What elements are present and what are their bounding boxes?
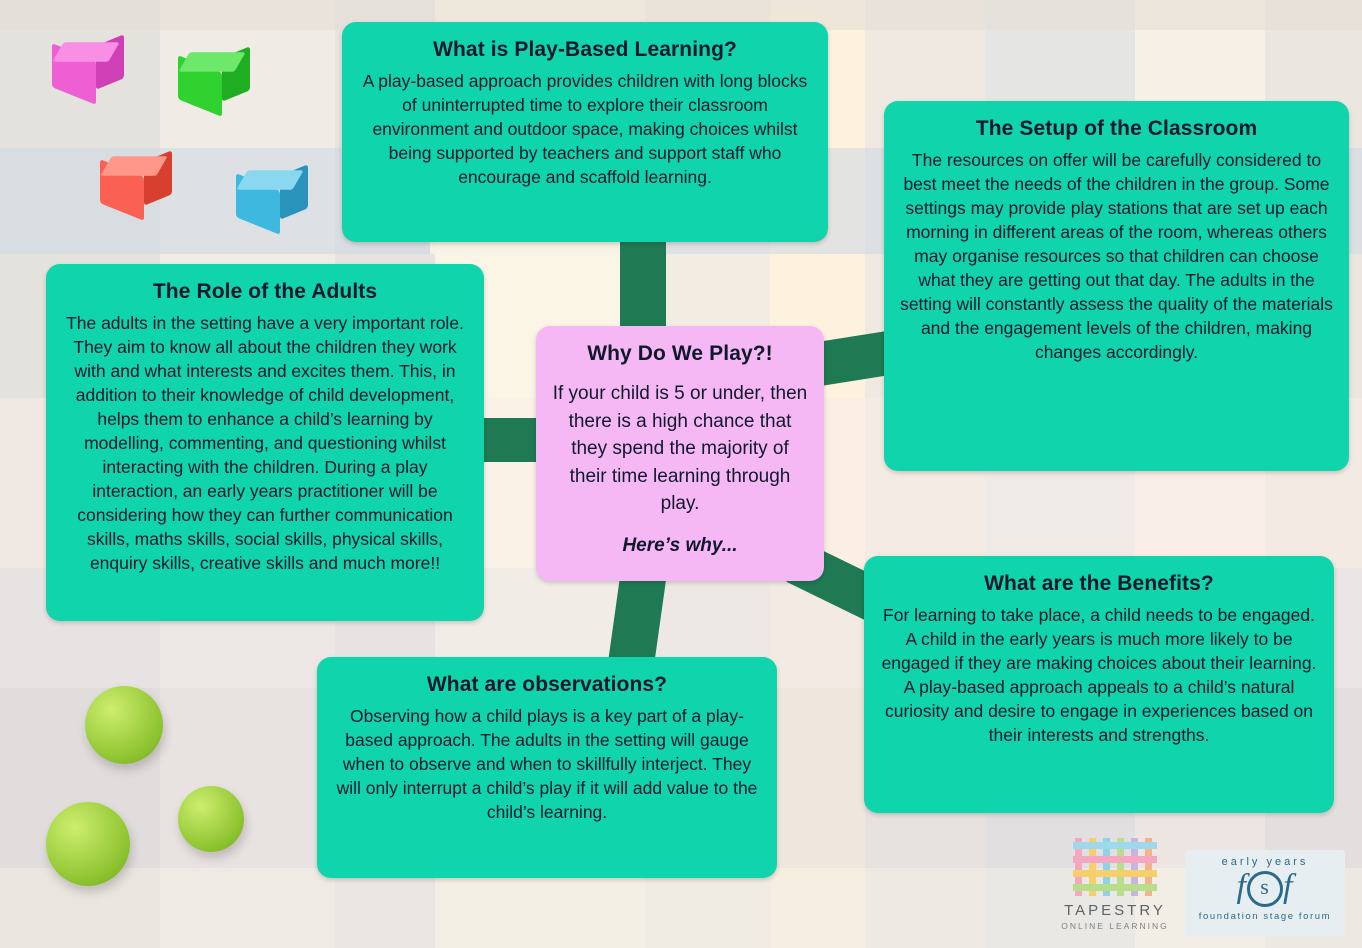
card-body: The resources on offer will be carefully considered to best meet the needs of the children in the group. Some settings may provide play stations that are set up each morning in different areas of the room, whereas others may organise resources so that children can choose what they are getting out that day. The adults in the setting will constantly assess the quality of the materials and the engagement levels of the children, making changes accordingly. <box>900 150 1333 362</box>
card-what-is-play-based-learning[interactable] <box>342 22 828 242</box>
card-tagline: Here’s why... <box>622 534 738 556</box>
tennis-ball <box>85 686 163 764</box>
card-what-are-the-benefits[interactable] <box>864 556 1334 813</box>
card-role-of-the-adults[interactable] <box>46 264 484 621</box>
card-setup-of-the-classroom[interactable] <box>884 101 1349 471</box>
tennis-ball <box>46 802 130 886</box>
tapestry-wordmark: TAPESTRY <box>1064 902 1166 919</box>
card-heading: What are the Benefits? <box>984 572 1214 595</box>
toy-block-green <box>178 48 250 120</box>
fsf-logo <box>1185 850 1345 936</box>
toy-block-blue <box>236 166 308 238</box>
card-heading: What is Play-Based Learning? <box>433 38 737 61</box>
card-heading: The Setup of the Classroom <box>975 117 1258 140</box>
card-body: If your child is 5 or under, then there is a high chance that they spend the majority of their time learning through play. <box>552 383 808 515</box>
fsf-bottom-text: foundation stage forum <box>1198 911 1332 923</box>
card-body: Observing how a child plays is a key part of a play-based approach. The adults in the setting will gauge when to observe and when to skillfully interject. They will only interrupt a child’s play if it will add value to the child’s learning. <box>336 706 758 822</box>
tapestry-weave-icon <box>1073 838 1157 898</box>
fsf-mark: f s f <box>1185 870 1345 907</box>
fsf-top-text: early years <box>1221 856 1309 868</box>
card-why-do-we-play[interactable] <box>536 326 824 581</box>
card-heading: What are observations? <box>426 673 668 696</box>
card-body: For learning to take place, a child needs to be engaged. A child in the early years is much more likely to be engaged if they are making choices about their learning. A play-based approach appeals to a child’s natural curiosity and desire to engage in experiences based on their interests and strengths. <box>881 605 1317 745</box>
toy-block-red <box>100 152 172 224</box>
card-heading: The Role of the Adults <box>152 280 378 303</box>
toy-block-pink <box>52 38 124 108</box>
card-body: A play-based approach provides children with long blocks of uninterrupted time to explore their classroom environment and outdoor space, making choices whilst being supported by teachers and support staff who encourage and scaffold learning. <box>362 71 808 187</box>
tennis-ball <box>178 786 244 852</box>
card-body: The adults in the setting have a very important role. They aim to know all about the children they work with and what interests and excites them. This, in addition to their knowledge of child development, helps them to enhance a child’s learning by modelling, commenting, and questioning whilst interacting with the children. During a play interaction, an early years practitioner will be considering how they can further communication skills, maths skills, social skills, physical skills, enquiry skills, creative skills and much more!! <box>66 313 464 573</box>
tapestry-logo <box>1040 838 1190 938</box>
card-heading: Why Do We Play?! <box>587 342 773 365</box>
tapestry-tagline: ONLINE LEARNING <box>1061 921 1169 931</box>
card-what-are-observations[interactable] <box>317 657 777 878</box>
fsf-ring-icon: s <box>1247 871 1283 907</box>
